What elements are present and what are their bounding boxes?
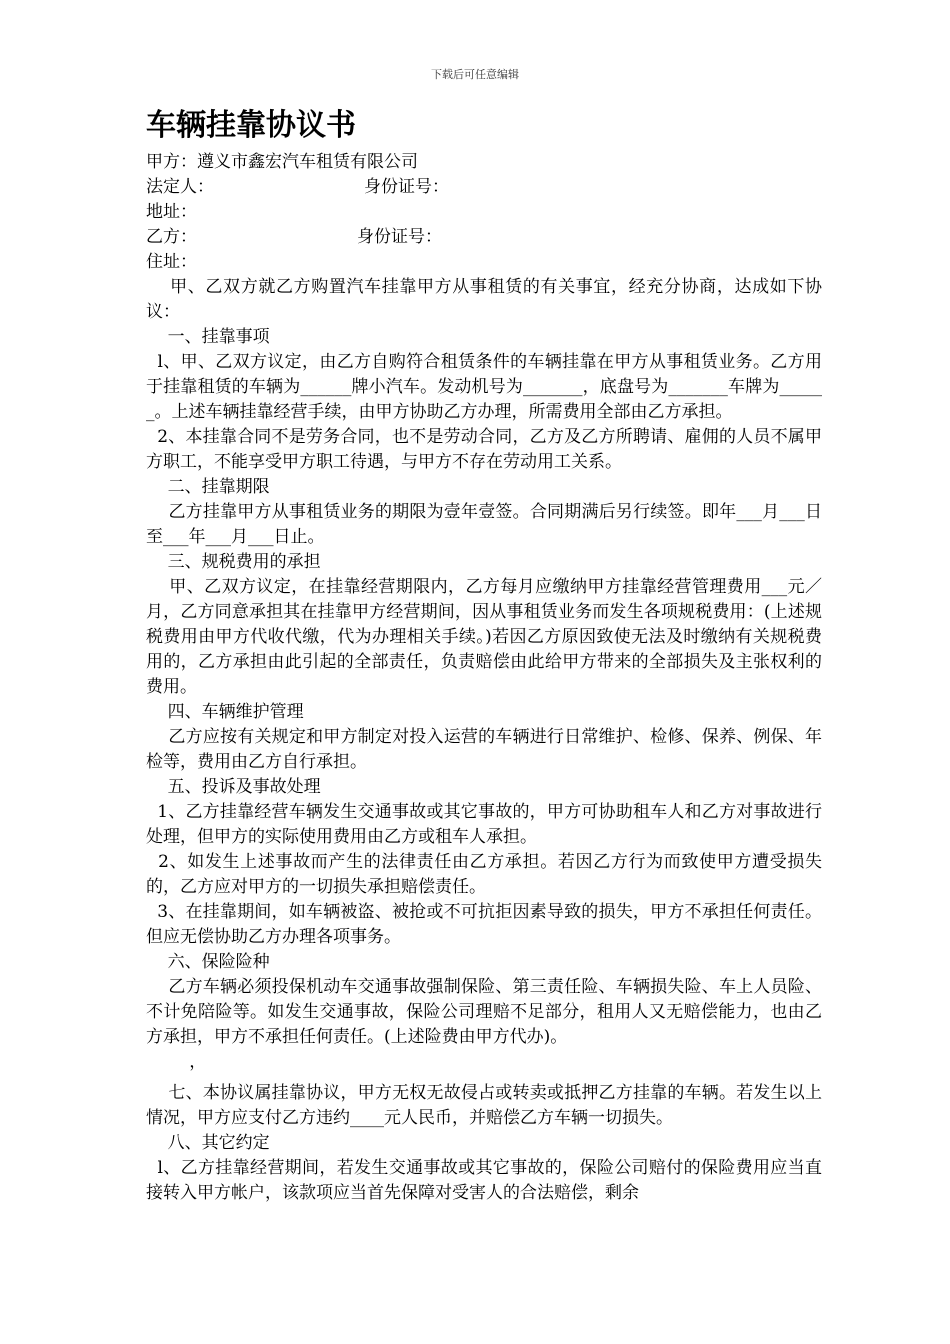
clause-paragraph: 1、乙方挂靠经营车辆发生交通事故或其它事故的，甲方可协助租车人和乙方对事故进行处理，但甲方的实际使用费用由乙方或租车人承担。 (146, 802, 822, 847)
legal-rep-line (146, 175, 822, 200)
party-b-line (146, 225, 822, 250)
intro-paragraph: 甲、乙双方就乙方购置汽车挂靠甲方从事租赁的有关事宜，经充分协商，达成如下协议： (146, 277, 822, 322)
section-heading: 五、投诉及事故处理 (146, 777, 321, 797)
party-a-line: 甲方：遵义市鑫宏汽车租赁有限公司 (146, 152, 418, 172)
clause-paragraph: 乙方车辆必须投保机动车交通事故强制保险、第三责任险、车辆损失险、车上人员险、不计免陪险等。如发生交通事故，保险公司理赔不足部分，租用人又无赔偿能力，也由乙方承担，甲方不承担任何责任。(上述险费由甲方代办)。 (146, 977, 822, 1047)
clause-paragraph: 乙方应按有关规定和甲方制定对投入运营的车辆进行日常维护、检修、保养、例保、年检等，费用由乙方自行承担。 (146, 727, 822, 772)
section-heading: 四、车辆维护管理 (146, 702, 304, 722)
section-heading: 八、其它约定 (146, 1133, 270, 1153)
section-heading: 二、挂靠期限 (146, 477, 270, 497)
clause-paragraph: 2、本挂靠合同不是劳务合同，也不是劳动合同，乙方及乙方所聘请、雇佣的人员不属甲方职工，不能享受甲方职工待遇，与甲方不存在劳动用工关系。 (146, 427, 822, 472)
id-number-label: 身份证号： (364, 177, 449, 197)
section-heading: 三、规税费用的承担 (146, 552, 321, 572)
stray-mark: ， (146, 1052, 207, 1072)
document-title: 车辆挂靠协议书 (146, 108, 356, 143)
section-heading: 六、保险险种 (146, 952, 270, 972)
clause-paragraph: 乙方挂靠甲方从事租赁业务的期限为壹年壹签。合同期满后另行续签。即年___月___日至___年___月___日止。 (146, 502, 822, 547)
legal-rep-label: 法定人： (146, 177, 214, 197)
clause-paragraph: 七、本协议属挂靠协议，甲方无权无故侵占或转卖或抵押乙方挂靠的车辆。若发生以上情况，甲方应支付乙方违约____元人民币，并赔偿乙方车辆一切损失。 (146, 1083, 822, 1128)
clause-paragraph: 甲、乙双方议定，在挂靠经营期限内，乙方每月应缴纳甲方挂靠经营管理费用___元／月，乙方同意承担其在挂靠甲方经营期间，因从事租赁业务而发生各项规税费用：(上述规税费用由甲方代收代缴，代为办理相关手续。)若因乙方原因致使无法及时缴纳有关规税费用的，乙方承担由此引起的全部责任，负责赔偿由此给甲方带来的全部损失及主张权利的费用。 (146, 577, 822, 697)
document-body (146, 104, 822, 1206)
party-b-label: 乙方： (146, 227, 197, 247)
clause-paragraph: 2、如发生上述事故而产生的法律责任由乙方承担。若因乙方行为而致使甲方遭受损失的，乙方应对甲方的一切损失承担赔偿责任。 (146, 852, 822, 897)
address-line: 地址： (146, 202, 197, 222)
id-number-label: 身份证号： (357, 227, 442, 247)
section-heading: 一、挂靠事项 (146, 327, 270, 347)
clause-paragraph: 3、在挂靠期间，如车辆被盗、被抢或不可抗拒因素导致的损失，甲方不承担任何责任。但应无偿协助乙方办理各项事务。 (146, 902, 822, 947)
residence-line: 住址： (146, 252, 197, 272)
page-header-note: 下载后可任意编辑 (431, 68, 519, 81)
clause-paragraph: l、乙方挂靠经营期间，若发生交通事故或其它事故的，保险公司赔付的保险费用应当直接转入甲方帐户，该款项应当首先保障对受害人的合法赔偿，剩余 (146, 1158, 822, 1203)
clause-paragraph: l、甲、乙双方议定，由乙方自购符合租赁条件的车辆挂靠在甲方从事租赁业务。乙方用于挂靠租赁的车辆为______牌小汽车。发动机号为_______，底盘号为_______车牌为______。上述车辆挂靠经营手续，由甲方协助乙方办理，所需费用全部由乙方承担。 (146, 352, 822, 422)
